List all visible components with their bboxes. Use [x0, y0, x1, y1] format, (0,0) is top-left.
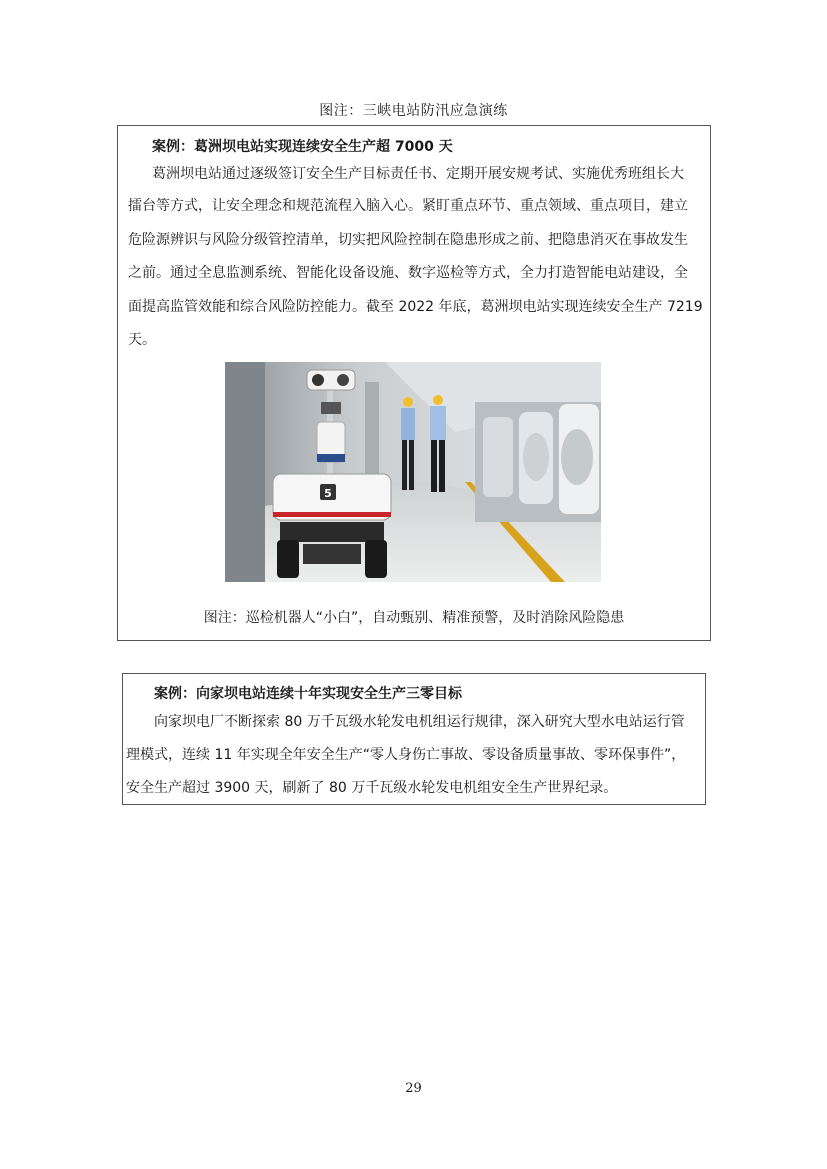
case-text-line: 擂台等方式，让安全理念和规范流程入脑入心。紧盯重点环节、重点领域、重点项目，建立 [128, 198, 688, 214]
case-title: 案例：葛洲坝电站实现连续安全生产超 7000 天 [152, 139, 453, 155]
case-title: 案例：向家坝电站连续十年实现安全生产三零目标 [154, 686, 462, 702]
case-text-line: 之前。通过全息监测系统、智能化设备设施、数字巡检等方式，全力打造智能电站建设，全 [128, 265, 688, 281]
page-number: 29 [405, 1081, 422, 1096]
case-text-line: 危险源辨识与风险分级管控清单，切实把风险控制在隐患形成之前、把隐患消灭在事故发生 [128, 232, 688, 248]
case-text-line: 面提高监管效能和综合风险防控能力。截至 2022 年底，葛洲坝电站实现连续安全生产 7219 [128, 299, 703, 315]
case-box-gezhouba [117, 125, 711, 641]
case-text-line: 安全生产超过 3900 天，刷新了 80 万千瓦级水轮发电机组安全生产世界纪录。 [126, 780, 618, 796]
case-text-line: 理模式，连续 11 年实现全年安全生产“零人身伤亡事故、零设备质量事故、零环保事件”， [126, 747, 686, 763]
top-figure-caption: 图注：三峡电站防汛应急演练 [319, 103, 508, 119]
case-text-line: 葛洲坝电站通过逐级签订安全生产目标责任书、定期开展安规考试、实施优秀班组长大 [152, 166, 684, 182]
robot-badge-number: 5 [324, 487, 332, 500]
case-text-line: 向家坝电厂不断探索 80 万千瓦级水轮发电机组运行规律，深入研究大型水电站运行管 [154, 714, 685, 730]
case-text-line: 天。 [128, 332, 156, 348]
inspection-robot-photo [225, 362, 601, 582]
photo-caption: 图注：巡检机器人“小白”，自动甄别、精准预警，及时消除风险隐患 [203, 610, 625, 626]
case-box-xiangjiaba [122, 673, 706, 805]
